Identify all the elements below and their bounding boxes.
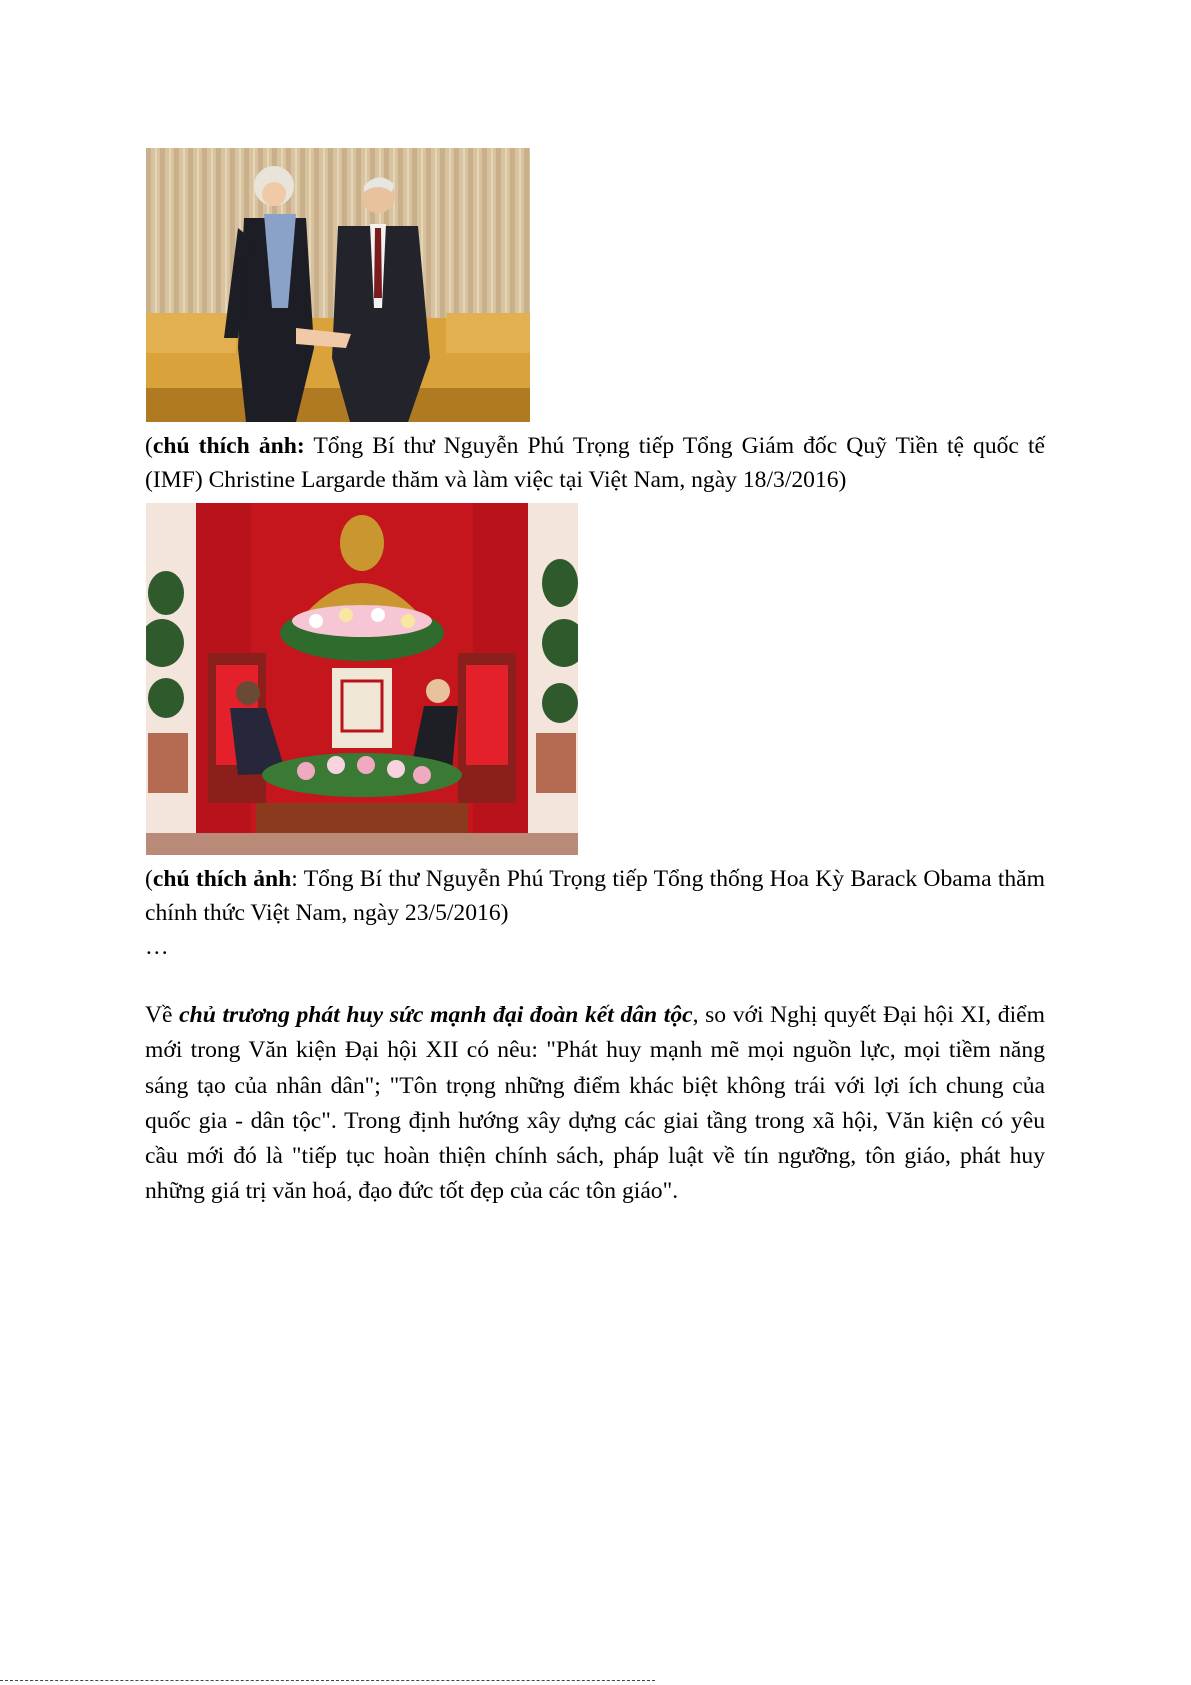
body-paragraph bbox=[145, 998, 1045, 1210]
photo-handshake bbox=[146, 148, 530, 422]
caption-text: : Tổng Bí thư Nguyễn Phú Trọng tiếp Tổng thống Hoa Kỳ Barack Obama thăm chính thức Việt Nam, ngày 23/5/2016) bbox=[145, 866, 1046, 926]
photo-caption-1: (chú thích ảnh: Tổng Bí thư Nguyễn Phú Trọng tiếp Tổng Giám đốc Quỹ Tiền tệ quốc tế (IMF) Christine Largarde thăm và làm việc tại Việt Nam, ngày 18/3/2016) bbox=[145, 433, 1045, 493]
meeting-illustration bbox=[146, 503, 578, 855]
paragraph-emphasis: chủ trương phát huy sức mạnh đại đoàn kết dân tộc bbox=[179, 1002, 693, 1028]
ellipsis: … bbox=[145, 934, 169, 960]
caption-label: chú thích ảnh bbox=[152, 866, 292, 892]
caption-label: chú thích ảnh: bbox=[152, 433, 305, 459]
photo-caption-2: (chú thích ảnh: Tổng Bí thư Nguyễn Phú Trọng tiếp Tổng thống Hoa Kỳ Barack Obama thăm chính thức Việt Nam, ngày 23/5/2016) bbox=[145, 866, 1046, 926]
paragraph-lead: Về bbox=[145, 1002, 180, 1028]
handshake-illustration bbox=[146, 148, 530, 422]
photo-meeting bbox=[146, 503, 578, 855]
footnote-separator bbox=[0, 1680, 655, 1681]
paragraph-body: , so với Nghị quyết Đại hội XI, điểm mới trong Văn kiện Đại hội XII có nêu: "Phát huy mạnh mẽ mọi nguồn lực, mọi tiềm năng sáng tạo của nhân dân"; "Tôn trọng những điểm khác biệt không trái với lợi ích chung của quốc gia - dân tộc". Trong định hướng xây dựng các giai tầng trong xã hội, Văn kiện có yêu cầu mới đó là "tiếp tục hoàn thiện chính sách, pháp luật về tín ngưỡng, tôn giáo, phát huy những giá trị văn hoá, đạo đức tốt đẹp của các tôn giáo". bbox=[145, 1002, 1045, 1205]
caption-text: Tổng Bí thư Nguyễn Phú Trọng tiếp Tổng Giám đốc Quỹ Tiền tệ quốc tế (IMF) Christine Largarde thăm và làm việc tại Việt Nam, ngày 18/3/2016) bbox=[145, 433, 1045, 493]
